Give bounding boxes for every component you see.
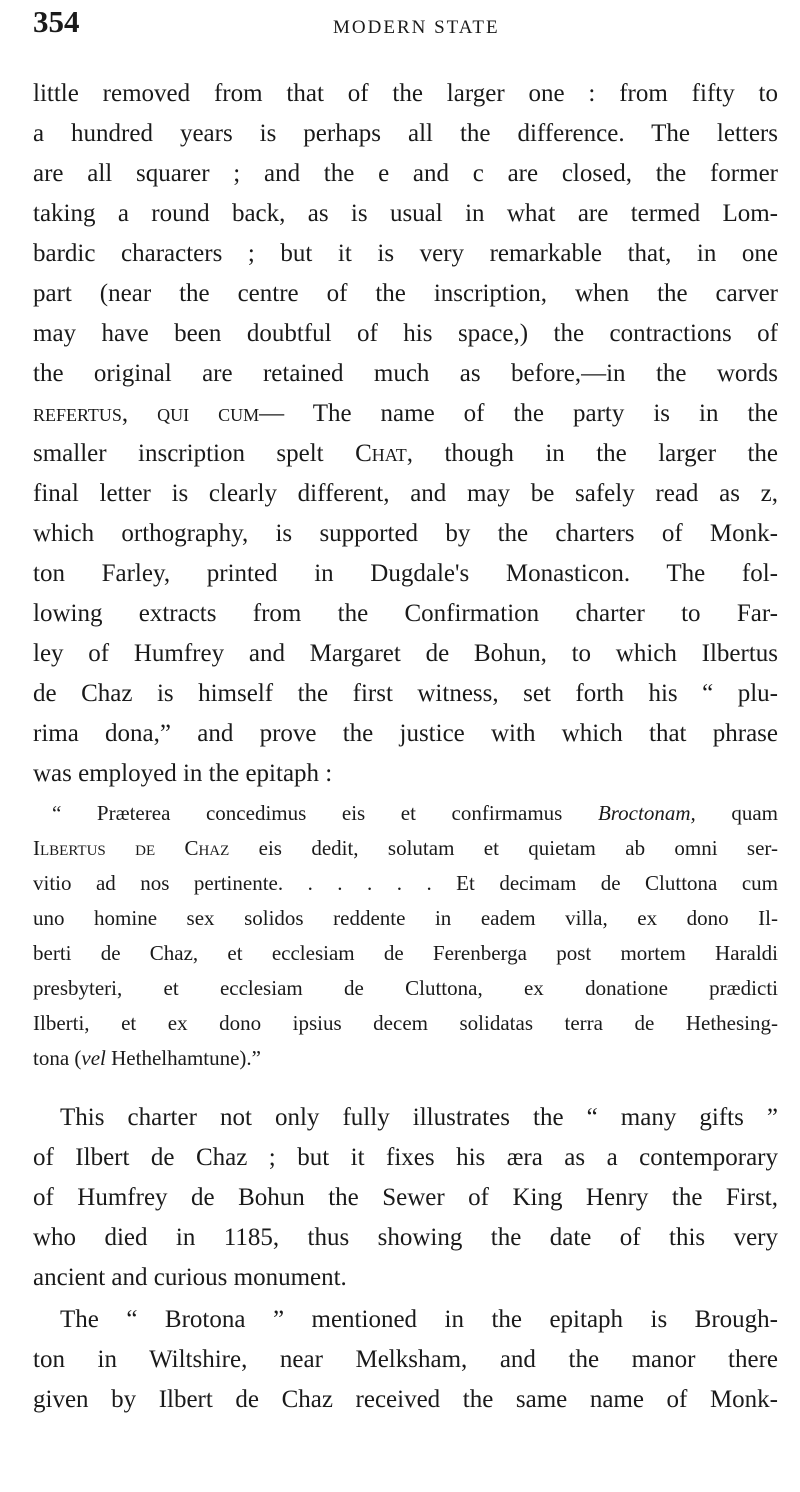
quote-line: berti de Chaz, et ecclesiam de Ferenberga post mortem Haraldi (33, 941, 778, 965)
quote-line: Ilberti, et ex dono ipsius decem solidatas terra de Hethesing- (33, 1011, 778, 1035)
text-line: of Humfrey de Bohun the Sewer of King Henry the First, (33, 1184, 778, 1211)
quote-line: vitio ad nos pertinente. . . . . . Et decimam de Cluttona cum (33, 871, 778, 895)
text-line: are all squarer ; and the e and c are closed, the former (33, 160, 778, 187)
text-line: taking a round back, as is usual in what are termed Lom- (33, 200, 778, 227)
italic-word: vel (81, 1046, 106, 1070)
text-line: given by Ilbert de Chaz received the same name of Monk- (33, 1386, 778, 1413)
text-line: which orthography, is supported by the charters of Monk- (33, 520, 778, 547)
small-caps-name: Chat (355, 440, 407, 467)
text-line: may have been doubtful of his space,) the contractions of (33, 320, 778, 347)
text-line: ley of Humfrey and Margaret de Bohun, to which Ilbertus (33, 640, 778, 667)
quote-line: “ Præterea concedimus eis et confirmamus Broctonam, quam (52, 801, 778, 825)
page-number: 354 (33, 4, 80, 39)
small-caps-words: refertus, qui cum (33, 400, 260, 427)
text-line: ton Farley, printed in Dugdale's Monasticon. The fol- (33, 560, 778, 587)
text-line: part (near the centre of the inscription, when the carver (33, 280, 778, 307)
text-line: lowing extracts from the Confirmation charter to Far- (33, 600, 778, 627)
text-line: This charter not only fully illustrates the “ many gifts ” (60, 1104, 778, 1131)
text-line: the original are retained much as before,—in the words (33, 360, 778, 387)
text-line: little removed from that of the larger one : from fifty to (33, 80, 778, 107)
text-line: final letter is clearly different, and may be safely read as z, (33, 480, 778, 507)
quote-line: uno homine sex solidos reddente in eadem villa, ex dono Il- (33, 906, 778, 930)
text-line: rima dona,” and prove the justice with which that phrase (33, 720, 778, 747)
italic-word: Broctonam, (597, 801, 696, 825)
text-line: The “ Brotona ” mentioned in the epitaph is Brough- (60, 1306, 778, 1333)
running-title: MODERN STATE (333, 17, 500, 38)
text-line: of Ilbert de Chaz ; but it fixes his æra as a contemporary (33, 1144, 778, 1171)
quote-line: presbyteri, et ecclesiam de Cluttona, ex donatione prædicti (33, 976, 778, 1000)
text-line: refertus, qui cum— The name of the party is in the (33, 400, 778, 427)
text-line: bardic characters ; but it is very remarkable that, in one (33, 240, 778, 267)
text-line: who died in 1185, thus showing the date of this very (33, 1224, 778, 1251)
page-header (33, 4, 783, 44)
text-line: ancient and curious monument. (33, 1264, 347, 1291)
small-caps-name: Ilbertus de Chaz (33, 836, 230, 860)
text-line: ton in Wiltshire, near Melksham, and the manor there (33, 1346, 778, 1373)
text-line: smaller inscription spelt Chat, though in the larger the (33, 440, 779, 467)
quote-line: Ilbertus de Chaz eis dedit, solutam et quietam ab omni ser- (33, 836, 778, 860)
text-line: de Chaz is himself the first witness, set forth his “ plu- (33, 680, 778, 707)
quote-line: tona (vel Hethelhamtune).” (33, 1046, 261, 1070)
text-line: was employed in the epitaph : (33, 760, 333, 787)
text-line: a hundred years is perhaps all the difference. The letters (33, 120, 778, 147)
